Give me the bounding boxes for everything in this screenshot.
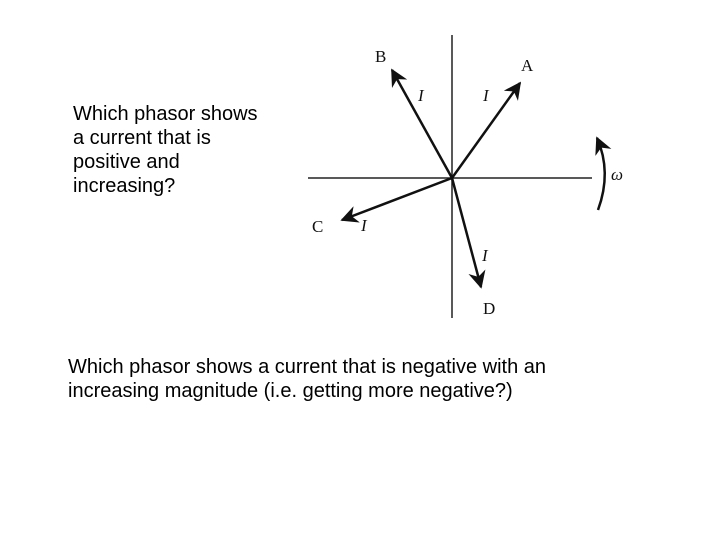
question-negative-increasing-magnitude: Which phasor shows a current that is negative with an increasing magnitude (i.e. getting more negative?) <box>68 356 547 402</box>
current-label-d: I <box>482 246 488 265</box>
phasor-a-label: A <box>521 56 534 75</box>
omega-label: ω <box>611 165 624 184</box>
question-positive-increasing: Which phasor shows a current that is positive and increasing? <box>73 103 258 197</box>
rotation-arrow <box>597 138 605 210</box>
current-label-a: I <box>483 86 489 105</box>
current-label-c: I <box>361 216 367 235</box>
phasor-d-arrow <box>452 178 481 287</box>
phasor-d-label: D <box>483 299 496 318</box>
phasor-c-label: C <box>312 217 324 236</box>
phasor-b-label: B <box>375 47 387 66</box>
phasor-c-arrow <box>342 178 452 220</box>
current-label-b: I <box>418 86 424 105</box>
